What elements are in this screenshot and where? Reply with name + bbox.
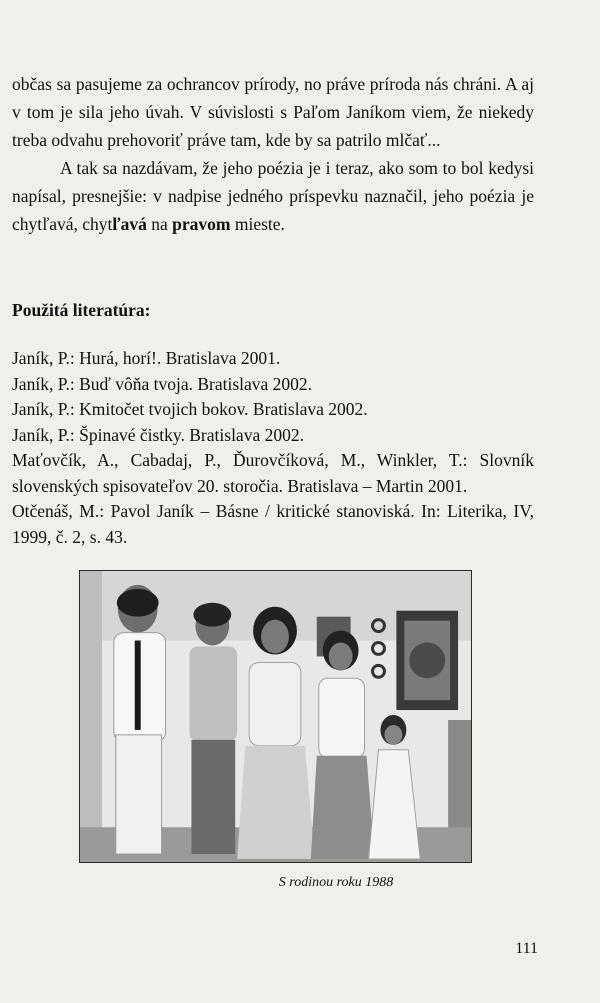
reference-item: Maťovčík, A., Cabadaj, P., Ďurovčíková, M., Winkler, T.: Slovník slovenských spisovateľov 20. storočia. Bratislava – Martin 2001. [12, 450, 534, 496]
reference-item: Janík, P.: Buď vôňa tvoja. Bratislava 2002. [12, 373, 313, 394]
reference-item: Janík, P.: Hurá, horí!. Bratislava 2001. [12, 348, 281, 368]
paragraph-2-mid: na [146, 214, 173, 234]
references-heading: Použitá literatúra: [12, 300, 151, 320]
photo-caption-text: S rodinou roku 1988 [278, 875, 394, 890]
photo-caption [0, 875, 600, 891]
references-list [12, 346, 534, 550]
paragraph-2-start: A tak sa nazdávam, že jeho poézia je i teraz, ako som to bol kedysi napísal, presnejšie: v nadpise jedného príspevku naznačil, jeho poézia je chytľavá, chyt [12, 158, 534, 234]
family-photo [79, 570, 472, 863]
paragraph-2 [12, 154, 534, 238]
reference-item: Janík, P.: Špinavé čistky. Bratislava 2002. [12, 424, 304, 445]
paragraph-2-bold-1: ľavá [112, 214, 147, 234]
family-photo-illustration [80, 571, 471, 862]
reference-item: Janík, P.: Kmitočet tvojich bokov. Bratislava 2002. [12, 399, 368, 419]
paragraph-2-bold-2: pravom [172, 214, 231, 234]
reference-item: Otčenáš, M.: Pavol Janík – Básne / kritické stanoviská. In: Literika, IV, 1999, č. 2, s. 43. [12, 501, 534, 547]
body-text [12, 70, 534, 238]
paragraph-2-end: mieste. [230, 214, 285, 234]
paragraph-1: občas sa pasujeme za ochrancov prírody, no práve príroda nás chráni. A aj v tom je sila jeho úvah. V súvislosti s Paľom Janíkom viem, že niekedy treba odvahu prehovoriť práve tam, kde by sa patrilo mlčať... [12, 74, 534, 150]
page-number: 111 [515, 940, 538, 957]
